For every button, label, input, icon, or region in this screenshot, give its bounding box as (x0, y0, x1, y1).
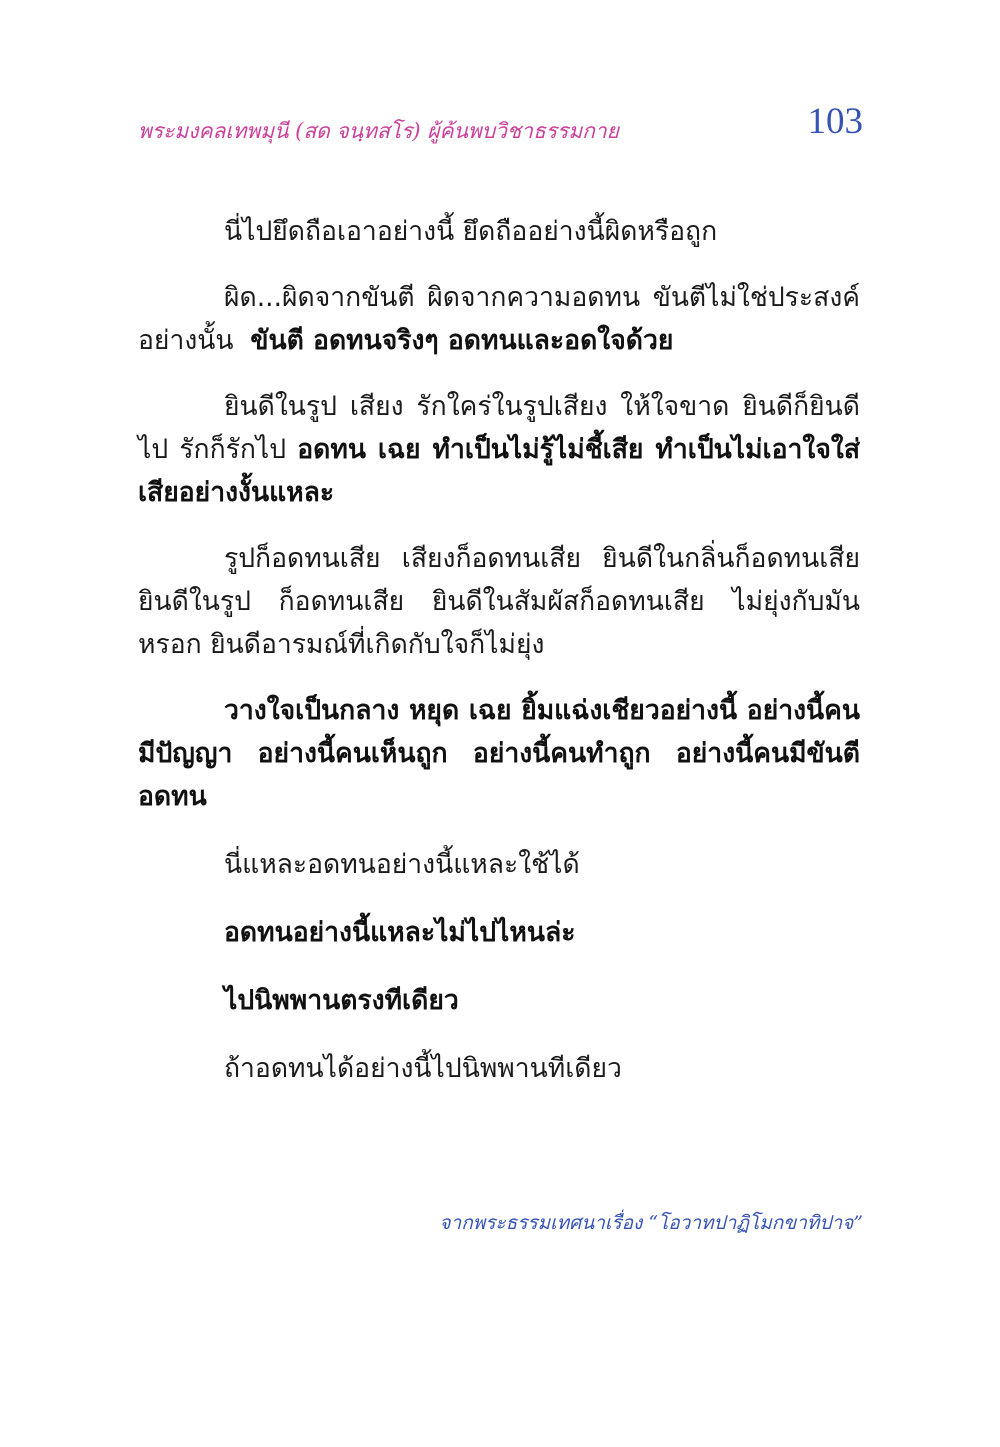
paragraph-8-bold: ไปนิพพานตรงทีเดียว (224, 985, 459, 1016)
paragraph-3 (138, 385, 860, 514)
paragraph-5-bold: วางใจเป็นกลาง หยุด เฉย ยิ้มแฉ่งเชียวอย่างนี้ อย่างนี้คนมีปัญญา อย่างนี้คนเห็นถูก อย่างนี้คนทำถูก อย่างนี้คนมีขันตีอดทน (138, 695, 860, 812)
paragraph-5 (138, 689, 860, 818)
paragraph-9: ถ้าอดทนได้อย่างนี้ไปนิพพานทีเดียว (224, 1053, 622, 1084)
paragraph-7 (224, 911, 860, 954)
paragraph-2-bold: ขันตี อดทนจริงๆ อดทนและอดใจด้วย (250, 325, 674, 356)
paragraph-2-text: ผิด...ผิดจากขันตี ผิดจากความอดทน ขันตีไม่ใช่ประสงค์อย่างนั้น (138, 282, 860, 356)
page-header (138, 98, 863, 158)
body-text (138, 210, 860, 1090)
running-title: พระมงคลเทพมุนี (สด จนฺทสโร) ผู้ค้นพบวิชาธรรมกาย (138, 119, 619, 143)
paragraph-1: นี่ไปยึดถือเอาอย่างนี้ ยึดถืออย่างนี้ผิดหรือถูก (224, 216, 718, 247)
page-number: 103 (807, 101, 863, 142)
source-attribution: จากพระธรรมเทศนาเรื่อง “โอวาทปาฏิโมกขาทิปาจ” (439, 1212, 863, 1234)
paragraph-3-text: ยินดีในรูป เสียง รักใคร่ในรูปเสียง ให้ใจขาด ยินดีก็ยินดีไป รักก็รักไป (138, 391, 860, 465)
paragraph-8 (224, 979, 860, 1022)
paragraph-4: รูปก็อดทนเสีย เสียงก็อดทนเสีย ยินดีในกลิ่นก็อดทนเสีย ยินดีในรูป ก็อดทนเสีย ยินดีในสัมผัสก็อดทนเสีย ไม่ยุ่งกับมันหรอก ยินดีอารมณ์ที่เกิดกับใจก็ไม่ยุ่ง (138, 543, 860, 660)
paragraph-6: นี่แหละอดทนอย่างนี้แหละใช้ได้ (224, 849, 580, 880)
paragraph-7-bold: อดทนอย่างนี้แหละไม่ไปไหนล่ะ (224, 917, 576, 948)
paragraph-3-bold: อดทน เฉย ทำเป็นไม่รู้ไม่ชี้เสีย ทำเป็นไม่เอาใจใส่เสียอย่างงั้นแหละ (138, 434, 860, 508)
paragraph-2 (138, 276, 860, 362)
